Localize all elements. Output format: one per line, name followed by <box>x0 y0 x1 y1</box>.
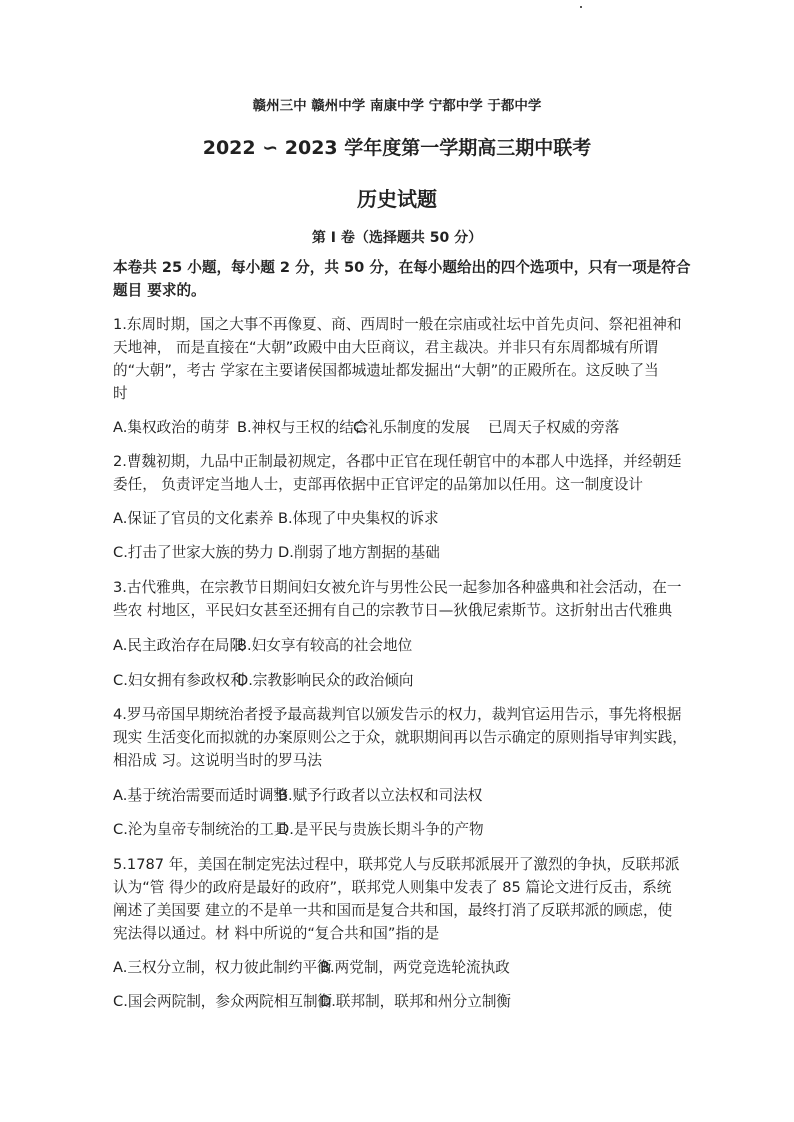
question-text: 阐述了美国要 建立的不是单一共和国而是复合共和国，最终打消了反联邦派的顾虑，使 <box>113 902 673 919</box>
option-b: B.两党制，两党竞选轮流执政 <box>320 959 510 976</box>
question-text: 时 <box>113 385 128 402</box>
question-text: 宪法得以通过。材 料中所说的“复合共和国”指的是 <box>113 925 440 942</box>
question-text: 委任， 负责评定当地人士，吏部再依据中正官评定的品第加以任用。这一制度设计 <box>113 476 644 493</box>
option-c: C.国会两院制，参众两院相互制衡 <box>113 993 333 1010</box>
page-mark <box>580 6 582 8</box>
option-c: C.礼乐制度的发展 <box>353 419 470 436</box>
question-text: 2.曹魏初期，九品中正制最初规定，各郡中正官在现任朝官中的本郡人中选择，并经朝廷 <box>113 453 682 470</box>
option-c: C.沦为皇帝专制统治的工具 <box>113 821 289 838</box>
question-text: 些农 村地区，平民妇女甚至还拥有自己的宗教节日—狄俄尼索斯节。这折射出古代雅典 <box>113 602 673 619</box>
option-b: B.赋予行政者以立法权和司法权 <box>278 787 483 804</box>
option-c: C.打击了世家大族的势力 <box>113 544 274 561</box>
question-text: 1.东周时期，国之大事不再像夏、商、西周时一般在宗庙或社坛中首先贞问、祭祀祖神和 <box>113 316 682 333</box>
option-a: A.基于统治需要而适时调整 <box>113 787 288 804</box>
question-text: 的“大朝”，考古 学家在主要诸侯国都城遗址都发掘出“大朝”的正殿所在。这反映了当 <box>113 362 659 379</box>
question-text: 4.罗马帝国早期统治者授予最高裁判官以颁发告示的权力，裁判官运用告示，事先将根据 <box>113 706 682 723</box>
option-b: B.妇女享有较高的社会地位 <box>237 637 413 654</box>
option-d: 已周天子权威的旁落 <box>488 419 620 436</box>
subject-title: 历史试题 <box>357 187 437 211</box>
question-text: 5.1787 年，美国在制定宪法过程中，联邦党人与反联邦派展开了激烈的争执，反联邦派 <box>113 856 680 873</box>
option-a: A.保证了官员的文化素养 <box>113 510 274 527</box>
question-text: 相沿成 习。这说明当时的罗马法 <box>113 752 322 769</box>
option-a: A.集权政治的萌芽 <box>113 419 230 436</box>
option-b: B.神权与王权的结合 <box>237 419 369 436</box>
instructions-line: 本卷共 25 小题，每小题 2 分，共 50 分，在每小题给出的四个选项中，只有一项是符合 <box>113 259 691 276</box>
section-title: 第 I 卷（选择题共 50 分） <box>311 230 483 246</box>
question-text: 认为“管 得少的政府是最好的政府”，联邦党人则集中发表了 85 篇论文进行反击，系统 <box>113 879 672 896</box>
question-text: 现实 生活变化而拟就的办案原则公之于众，就职期间再以告示确定的原则指导审判实践， <box>113 729 687 746</box>
question-text: 天地神， 而是直接在“大朝”政殿中由大臣商议，君主裁决。并非只有东周都城有所谓 <box>113 339 659 356</box>
instructions-line: 题目 要求的。 <box>113 282 206 299</box>
option-d: D.宗教影响民众的政治倾向 <box>237 672 414 689</box>
option-d: D.是平民与贵族长期斗争的产物 <box>278 821 484 838</box>
option-a: A.民主政治存在局限 <box>113 637 245 654</box>
option-b: B.体现了中央集权的诉求 <box>278 510 439 527</box>
school-list: 赣州三中 赣州中学 南康中学 宁都中学 于都中学 <box>252 98 542 114</box>
question-text: 3.古代雅典，在宗教节日期间妇女被允许与男性公民一起参加各种盛典和社会活动，在一 <box>113 579 682 596</box>
exam-title: 2022 ∽ 2023 学年度第一学期高三期中联考 <box>202 137 592 159</box>
option-d: D.联邦制，联邦和州分立制衡 <box>320 993 512 1010</box>
option-a: A.三权分立制，权力彼此制约平衡 <box>113 959 332 976</box>
option-c: C.妇女拥有参政权利 <box>113 672 245 689</box>
option-d: D.削弱了地方割据的基础 <box>278 544 440 561</box>
